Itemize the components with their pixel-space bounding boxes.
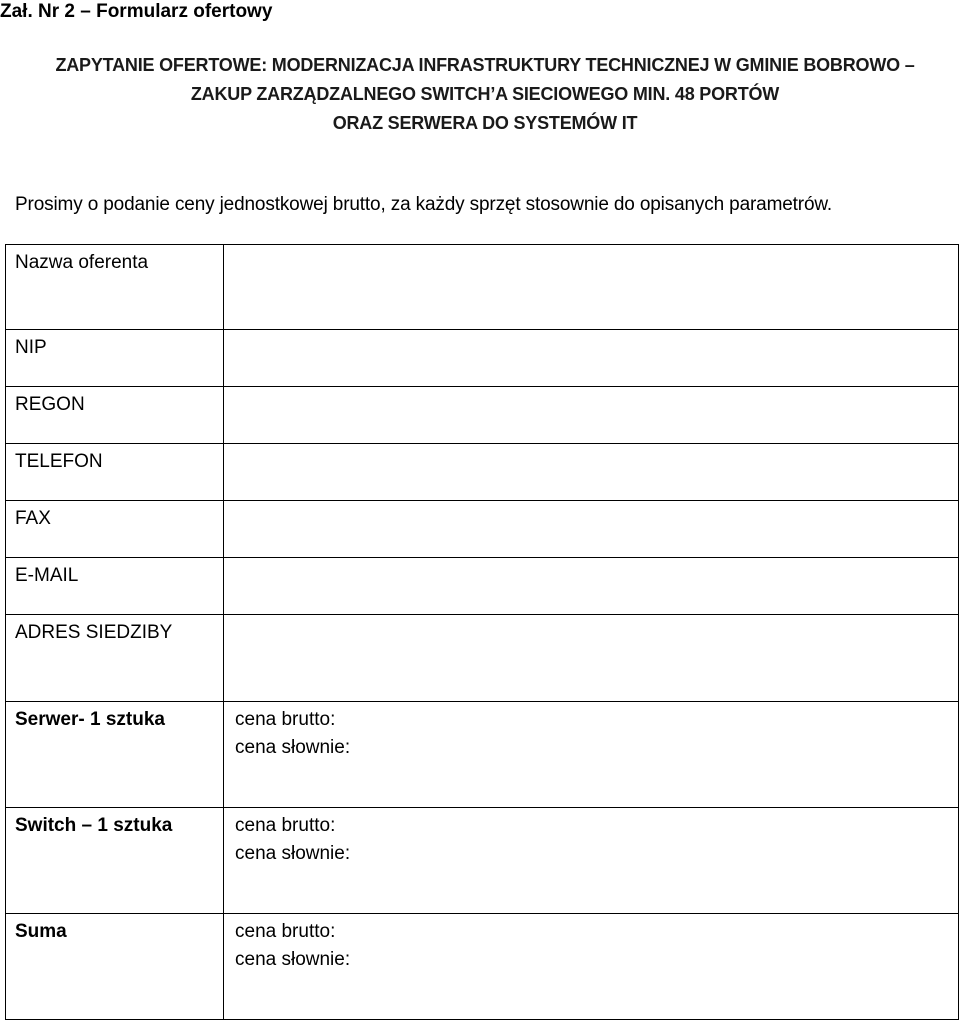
total-label: Suma bbox=[6, 914, 224, 1020]
price-words-label: cena słownie: bbox=[235, 843, 351, 864]
instruction-text: Prosimy o podanie ceny jednostkowej brutto, za każdy sprzęt stosownie do opisanych parametrów. bbox=[15, 194, 833, 215]
offer-form-table bbox=[5, 244, 959, 1020]
field-label-phone: TELEFON bbox=[6, 444, 224, 501]
field-label-email: E-MAIL bbox=[6, 558, 224, 615]
field-value-email[interactable] bbox=[224, 558, 959, 615]
attachment-title: Zał. Nr 2 – Formularz ofertowy bbox=[0, 1, 273, 22]
field-label-fax: FAX bbox=[6, 501, 224, 558]
field-value-nip[interactable] bbox=[224, 330, 959, 387]
heading-line-3: ORAZ SERWERA DO SYSTEMÓW IT bbox=[332, 113, 638, 133]
field-value-address[interactable] bbox=[224, 615, 959, 702]
item-label-server: Serwer- 1 sztuka bbox=[6, 702, 224, 808]
field-value-regon[interactable] bbox=[224, 387, 959, 444]
price-gross-label: cena brutto: bbox=[235, 709, 336, 730]
table-row-address bbox=[6, 615, 959, 702]
item-price-server[interactable] bbox=[224, 702, 959, 808]
price-gross-label: cena brutto: bbox=[235, 921, 336, 942]
field-label-address: ADRES SIEDZIBY bbox=[6, 615, 224, 702]
total-price[interactable] bbox=[224, 914, 959, 1020]
field-label-regon: REGON bbox=[6, 387, 224, 444]
price-words-label: cena słownie: bbox=[235, 737, 351, 758]
item-label-switch: Switch – 1 sztuka bbox=[6, 808, 224, 914]
field-value-fax[interactable] bbox=[224, 501, 959, 558]
table-row-nip bbox=[6, 330, 959, 387]
field-label-company-name: Nazwa oferenta bbox=[6, 245, 224, 330]
heading-line-2: ZAKUP ZARZĄDZALNEGO SWITCH’A SIECIOWEGO MIN. 48 PORTÓW bbox=[190, 84, 780, 104]
field-value-phone[interactable] bbox=[224, 444, 959, 501]
heading-line-1: ZAPYTANIE OFERTOWE: MODERNIZACJA INFRASTRUKTURY TECHNICZNEJ W GMINIE BOBROWO – bbox=[55, 55, 915, 75]
table-row-company-name bbox=[6, 245, 959, 330]
table-row-fax bbox=[6, 501, 959, 558]
table-row-server bbox=[6, 702, 959, 808]
table-row-total bbox=[6, 914, 959, 1020]
table-row-email bbox=[6, 558, 959, 615]
price-gross-label: cena brutto: bbox=[235, 815, 336, 836]
item-price-switch[interactable] bbox=[224, 808, 959, 914]
field-value-company-name[interactable] bbox=[224, 245, 959, 330]
table-row-phone bbox=[6, 444, 959, 501]
table-row-switch bbox=[6, 808, 959, 914]
field-label-nip: NIP bbox=[6, 330, 224, 387]
table-row-regon bbox=[6, 387, 959, 444]
price-words-label: cena słownie: bbox=[235, 949, 351, 970]
